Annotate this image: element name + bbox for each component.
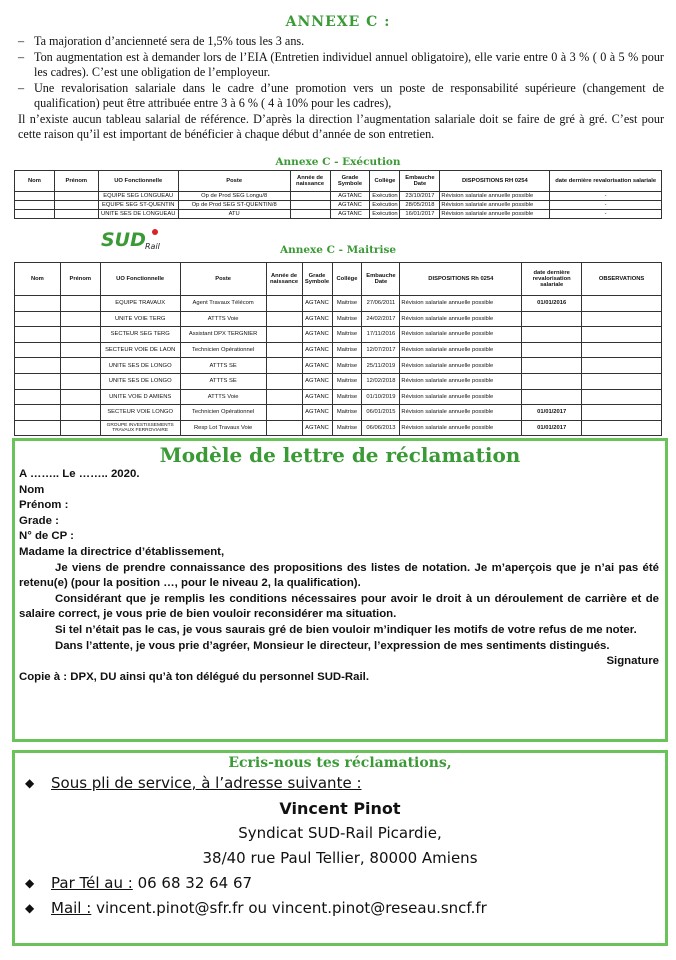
table-cell [60,358,100,374]
table-cell [582,373,662,389]
table-header-cell: UO Fonctionnelle [98,171,178,192]
table-cell: UNITE SES DE LONGO [100,358,180,374]
table-cell [54,201,98,210]
table-cell [582,342,662,358]
table-cell: 01/01/2017 [522,405,582,421]
table-row [15,327,662,343]
table-cell [582,358,662,374]
table-cell [290,201,330,210]
table-cell: UNITE VOIE TERG [100,311,180,327]
letter-cp: N° de CP : [19,530,74,543]
table-cell: Maitrise [332,342,362,358]
table-cell [582,420,662,436]
table-cell: Révision salariale annuelle possible [400,311,522,327]
table-cell: ATTTS Voie [180,311,266,327]
table-cell [15,201,55,210]
table-cell: Agent Travaux Télécom [180,296,266,312]
bullet-icon: ◆ [25,876,35,890]
intro-bullet-3: – Une revalorisation salariale dans le cadre d’une promotion vers un poste de responsabilité supérieure (changement de qualification) peut être attribuée entre 3 à 6 % ( 4 à 10% pour les cadres), [18,81,664,112]
table-cell [60,373,100,389]
table-row [15,373,662,389]
table-cell [60,405,100,421]
table-cell: GROUPE INVESTISSEMENTS TRAVAUX FERROVIAIRE [100,420,180,436]
table-header-cell: Collège [370,171,400,192]
table-cell [15,405,61,421]
table-header-cell: Nom [15,263,61,296]
table-cell: EQUIPE TRAVAUX [100,296,180,312]
table-cell: Révision salariale annuelle possible [400,373,522,389]
table-cell: ATTTS Voie [180,389,266,405]
table-cell: Maitrise [332,389,362,405]
table-cell: AGTANC [302,373,332,389]
table-cell: Maitrise [332,373,362,389]
letter-title: Modèle de lettre de réclamation [159,443,521,467]
table-cell: Assistant DPX TERGNIER [180,327,266,343]
table-cell: Révision salariale annuelle possible [440,201,550,210]
table-cell: Révision salariale annuelle possible [400,296,522,312]
table-cell: Maitrise [332,358,362,374]
logo-main-text: SUD [101,229,146,251]
table-cell: 27/06/2011 [362,296,400,312]
table-cell [15,342,61,358]
table-cell: EQUIPE SEG LONGUEAU [98,192,178,201]
table-cell [15,311,61,327]
table-header-cell: Poste [178,171,290,192]
table-cell: 25/11/2019 [362,358,400,374]
table-header-cell: DISPOSITIONS Rh 0254 [400,263,522,296]
table-cell [266,420,302,436]
table-header-cell: Nom [15,171,55,192]
table-row [15,358,662,374]
table-cell: Technicien Opérationnel [180,342,266,358]
table-cell [15,358,61,374]
table-cell: AGTANC [330,210,370,219]
contact-email-value[interactable]: vincent.pinot@sfr.fr ou vincent.pinot@reseau.sncf.fr [91,899,487,917]
table-cell [60,311,100,327]
table-header-cell: Grade Symbole [302,263,332,296]
contact-tel-label: Par Tél au : [51,874,133,892]
table-header-cell: Prénom [60,263,100,296]
letter-prenom: Prénom : [19,499,69,512]
table-cell: AGTANC [330,201,370,210]
table-cell: Op de Prod SEG Longu/8 [178,192,290,201]
table-cell [15,327,61,343]
table-header-cell: OBSERVATIONS [582,263,662,296]
table-cell [522,342,582,358]
table-cell: AGTANC [302,296,332,312]
table-cell: ATTTS SE [180,373,266,389]
table-row [15,420,662,436]
table-header-cell: Année de naissance [266,263,302,296]
contact-body [15,771,665,921]
table-cell [522,327,582,343]
table-cell [15,296,61,312]
table-cell: - [550,210,662,219]
table-cell [582,405,662,421]
table-cell: 01/01/2016 [522,296,582,312]
maitrise-table-title: Annexe C - Maitrise [279,244,397,256]
contact-tel-row [15,871,665,896]
table-cell: UNITE SES DE LONGUEAU [98,210,178,219]
table-cell [290,192,330,201]
exec-table-title: Annexe C - Exécution [275,156,401,168]
table-row [15,311,662,327]
intro-text [18,34,664,143]
table-cell: - [550,201,662,210]
table-row [15,296,662,312]
table-cell [266,327,302,343]
table-cell: AGTANC [302,389,332,405]
table-cell [15,389,61,405]
table-cell: Révision salariale annuelle possible [400,342,522,358]
table-cell: Révision salariale annuelle possible [400,389,522,405]
letter-nom: Nom [19,483,45,496]
table-cell: - [550,192,662,201]
letter-paragraph-1: Je viens de prendre connaissance des propositions des listes de notation. Je m’aperçois que je n’ai pas été retenu(e) (pour la position …, pour le niveau 2, la qualification). [19,561,659,590]
table-cell: Révision salariale annuelle possible [400,327,522,343]
table-cell [15,420,61,436]
table-cell: Révision salariale annuelle possible [400,420,522,436]
logo-dot-icon [152,229,158,235]
table-header-cell: Embauche Date [362,263,400,296]
exec-table [14,170,662,219]
table-cell [290,210,330,219]
bullet-icon: ◆ [25,776,35,790]
table-cell: Révision salariale annuelle possible [440,192,550,201]
table-cell: 24/02/2017 [362,311,400,327]
logo-sub-text: Rail [145,242,160,251]
table-cell: Technicien Opérationnel [180,405,266,421]
table-cell [266,389,302,405]
table-cell [54,192,98,201]
table-cell: SECTEUR SEG TERG [100,327,180,343]
table-cell [266,373,302,389]
table-cell: 23/10/2017 [400,192,440,201]
table-cell: AGTANC [302,420,332,436]
table-cell: EQUIPE SEG ST-QUENTIN [98,201,178,210]
table-cell: AGTANC [302,311,332,327]
table-cell [266,342,302,358]
table-header-cell: Année de naissance [290,171,330,192]
table-header-cell: Embauche Date [400,171,440,192]
letter-paragraph-2: Considérant que je remplis les conditions nécessaires pour avoir le droit à un déroulement de carrière et de salaire correct, je vous prie de bien vouloir reconsidérer ma situation. [19,592,659,621]
table-header-cell: Grade Symbole [330,171,370,192]
table-row [15,389,662,405]
table-cell [522,311,582,327]
table-cell: Maitrise [332,420,362,436]
table-header-cell: Collège [332,263,362,296]
letter-body [15,467,665,685]
table-row [15,192,662,201]
table-cell: AGTANC [330,192,370,201]
contact-email-label: Mail : [51,899,92,917]
table-cell: Révision salariale annuelle possible [400,358,522,374]
table-cell [582,311,662,327]
table-cell: 12/07/2017 [362,342,400,358]
letter-copy: Copie à : DPX, DU ainsi qu’à ton délégué du personnel SUD-Rail. [19,670,369,683]
table-cell: 06/01/2015 [362,405,400,421]
table-cell: Exécution [370,192,400,201]
table-cell: 01/10/2019 [362,389,400,405]
table-cell: Révision salariale annuelle possible [440,210,550,219]
letter-paragraph-3: Si tel n’était pas le cas, je vous saurais gré de bien vouloir m’indiquer les motifs de votre refus de me noter. [55,623,637,636]
table-cell: 12/02/2018 [362,373,400,389]
table-cell: ATU [178,210,290,219]
table-cell: 01/01/2017 [522,420,582,436]
table-cell: ATTTS SE [180,358,266,374]
table-header-cell: date dernière revalorisation salariale [522,263,582,296]
letter-grade: Grade : [19,514,59,527]
table-cell [60,327,100,343]
table-cell: AGTANC [302,327,332,343]
table-cell: 17/11/2016 [362,327,400,343]
table-cell: Maitrise [332,311,362,327]
table-header-cell: Prénom [54,171,98,192]
table-header-cell: date dernière revalorisation salariale [550,171,662,192]
contact-title: Ecris-nous tes réclamations, [228,755,452,771]
table-cell: 16/01/2017 [400,210,440,219]
table-header-cell: Poste [180,263,266,296]
contact-org: Syndicat SUD-Rail Picardie, [238,824,442,842]
contact-mail-label: Sous pli de service, à l’adresse suivante : [51,774,362,792]
contact-address: 38/40 rue Paul Tellier, 80000 Amiens [202,849,478,867]
table-cell: Maitrise [332,405,362,421]
table-cell [522,389,582,405]
letter-box [12,438,668,742]
table-cell: Resp Lot Travaux Voie [180,420,266,436]
contact-tel-value[interactable]: 06 68 32 64 67 [132,874,253,892]
table-cell [582,327,662,343]
table-cell: UNITE SES DE LONGO [100,373,180,389]
table-cell [60,420,100,436]
contact-email-row [15,896,665,921]
table-cell [60,296,100,312]
table-header-cell: UO Fonctionnelle [100,263,180,296]
table-cell [522,358,582,374]
table-cell: SECTEUR VOIE LONGO [100,405,180,421]
table-cell: Révision salariale annuelle possible [400,405,522,421]
table-cell [266,311,302,327]
annex-title: ANNEXE C : [285,14,391,30]
maitrise-table [14,262,662,436]
table-cell [266,405,302,421]
table-cell [60,342,100,358]
table-cell [582,389,662,405]
table-cell: Exécution [370,210,400,219]
intro-bullet-1: – Ta majoration d’ancienneté sera de 1,5% tous les 3 ans. [18,34,664,50]
table-row [15,405,662,421]
table-cell [266,296,302,312]
letter-paragraph-4: Dans l’attente, je vous prie d’agréer, Monsieur le directeur, l’expression de mes sentiments distingués. [55,639,610,652]
table-cell [60,389,100,405]
letter-signature: Signature [606,655,659,668]
table-cell: SECTEUR VOIE DE LAON [100,342,180,358]
contact-mail-row [15,771,665,796]
table-cell [15,373,61,389]
table-cell: 28/05/2018 [400,201,440,210]
bullet-icon: ◆ [25,901,35,915]
letter-date-line: A …….. Le …….. 2020. [19,468,140,480]
contact-box [12,750,668,946]
table-cell: Maitrise [332,327,362,343]
table-row [15,342,662,358]
table-cell: Op de Prod SEG ST-QUENTIN/8 [178,201,290,210]
table-row [15,201,662,210]
table-cell [522,373,582,389]
table-cell: UNITE VOIE D AMIENS [100,389,180,405]
table-header-cell: DISPOSITIONS RH 0254 [440,171,550,192]
table-cell: Maitrise [332,296,362,312]
table-cell [15,210,55,219]
table-cell: 06/06/2013 [362,420,400,436]
intro-bullet-2: – Ton augmentation est à demander lors de l’EIA (Entretien individuel annuel obligatoire), elle varie entre 0 à 3 % ( 0 à 5 % pour les cadres). C’est une obligation de l’employeur. [18,50,664,81]
table-cell: AGTANC [302,405,332,421]
table-cell [54,210,98,219]
table-cell: Exécution [370,201,400,210]
table-cell [15,192,55,201]
contact-name: Vincent Pinot [279,799,401,818]
table-row [15,210,662,219]
table-cell [582,296,662,312]
intro-paragraph: Il n’existe aucun tableau salarial de référence. D’après la direction l’augmentation salariale doit se faire de gré à gré. C’est pour cette raison qu’il est important de bénéficier à chaque début d’année de son entretien. [18,111,664,141]
letter-salutation: Madame la directrice d’établissement, [19,545,225,558]
table-cell: AGTANC [302,342,332,358]
table-cell: AGTANC [302,358,332,374]
table-cell [266,358,302,374]
